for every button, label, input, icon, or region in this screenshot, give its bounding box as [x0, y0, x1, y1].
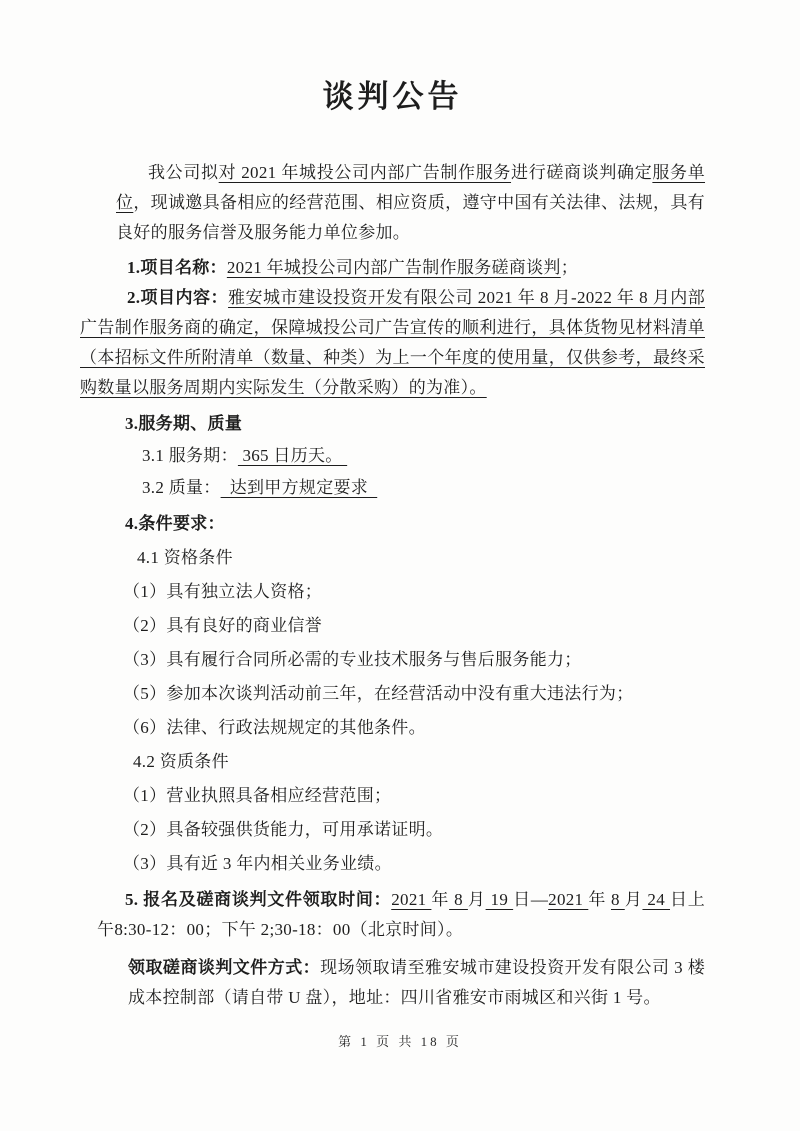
service-period-row: [80, 441, 705, 471]
section4-heading: 4.条件要求：: [125, 514, 225, 533]
pickup-day-end: 24: [642, 890, 670, 909]
document-content: [80, 0, 705, 1013]
pickup-method-paragraph: [80, 953, 705, 1013]
pickup-month-end: 8: [610, 890, 625, 909]
page-number-footer: 第 1 页 共 18 页: [338, 1034, 462, 1049]
project-name-item: [80, 253, 705, 283]
pickup-year-end: 2021: [548, 890, 589, 909]
intro-text-1: 我公司拟: [148, 163, 219, 182]
intro-underlined-unit: 服务单位: [116, 163, 706, 212]
project-content-value: 雅安城市建设投资开发有限公司 2021 年 8 月-2022 年 8 月内部广告制作服务商的确定，保障城投公司广告宣传的顺利进行，具体货物见材料清单（本招标文件所附清单（数量、种类）为上一个年度的使用量，仅供参考，最终采购数量以服务周期内实际发生（分散采购）的为准）。: [80, 288, 705, 397]
project-name-value: 2021 年城投公司内部广告制作服务磋商谈判: [226, 258, 561, 277]
quality-row: [80, 473, 705, 503]
quality-value: 达到甲方规定要求: [220, 478, 378, 497]
project-content-item: [80, 283, 705, 403]
pickup-morning-text: 日上午: [97, 890, 706, 939]
credential-subheading: 4.2 资质条件: [133, 752, 229, 771]
intro-paragraph: [80, 158, 705, 248]
project-content-label: 2.项目内容：: [127, 288, 229, 307]
pickup-method-label: 领取磋商谈判文件方式：: [128, 958, 321, 977]
pickup-year-unit-2: 年: [588, 890, 611, 909]
credential-item-2: （2）具备较强供货能力，可用承诺证明。: [123, 820, 444, 839]
intro-text-2: 进行磋商谈判确定: [511, 163, 653, 182]
project-name-tail: ；: [560, 258, 579, 277]
service-period-value: 365 日历天。: [237, 446, 348, 465]
pickup-time-label: 5. 报名及磋商谈判文件领取时间：: [125, 890, 392, 909]
pickup-year-start: 2021: [391, 890, 432, 909]
pickup-method-value: 现场领取请至雅安城市建设投资开发有限公司 3 楼成本控制部（请自带 U 盘），地址：四川省雅安市雨城区和兴街 1 号。: [128, 958, 705, 1007]
project-name-label: 1.项目名称：: [127, 258, 227, 277]
pickup-month-start: 8: [449, 890, 468, 909]
pickup-dash: 日—: [513, 890, 549, 909]
section3-heading: 3.服务期、质量: [125, 414, 243, 433]
intro-text-3: ，现诚邀具备相应的经营范围、相应资质，遵守中国有关法律、法规，具有良好的服务信誉及服务能力单位参加。: [116, 193, 705, 242]
qualification-item-2: （2）具有良好的商业信誉: [123, 616, 323, 635]
pickup-month-unit-2: 月: [624, 890, 643, 909]
pickup-day-start: 19: [485, 890, 514, 909]
intro-underlined-service: 对 2021 年城投公司内部广告制作服务: [218, 163, 512, 182]
document-pickup-time-item: [97, 885, 705, 945]
quality-label: 3.2 质量：: [142, 478, 221, 497]
credential-item-1: （1）营业执照具备相应经营范围；: [123, 786, 392, 805]
pickup-year-unit-1: 年: [431, 890, 450, 909]
pickup-hours-text: 8:30-12：00；下午 2;30-18：00（北京时间）。: [114, 920, 464, 939]
credential-item-3: （3）具有近 3 年内相关业务业绩。: [123, 854, 392, 873]
qualification-item-3: （3）具有履行合同所必需的专业技术服务与售后服务能力；: [123, 650, 582, 669]
qualification-item-6: （6）法律、行政法规规定的其他条件。: [123, 718, 426, 737]
qualification-subheading: 4.1 资格条件: [137, 548, 233, 567]
qualification-item-1: （1）具有独立法人资格；: [123, 582, 323, 601]
pickup-month-unit-1: 月: [467, 890, 486, 909]
qualification-item-5: （5）参加本次谈判活动前三年，在经营活动中没有重大违法行为；: [123, 684, 634, 703]
document-title: 谈判公告: [322, 79, 463, 114]
service-period-label: 3.1 服务期：: [142, 446, 238, 465]
